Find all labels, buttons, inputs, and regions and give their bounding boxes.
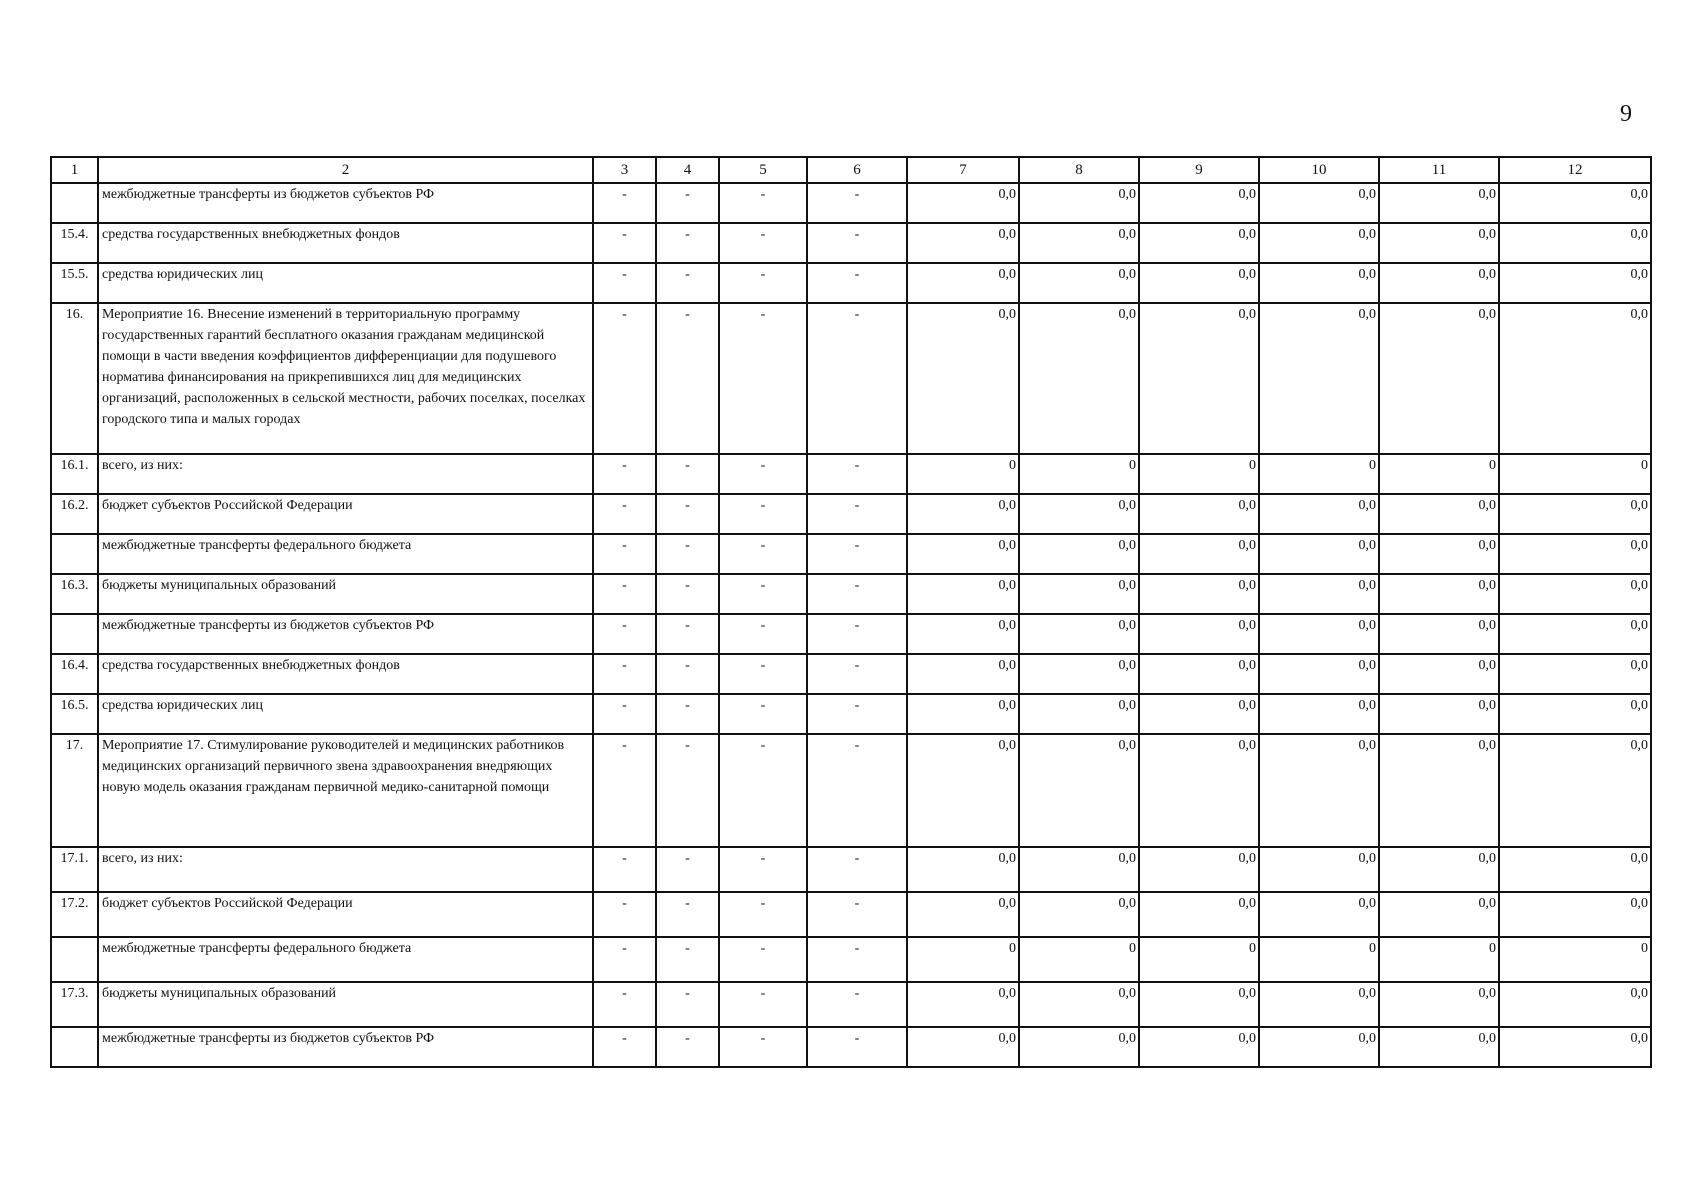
table-row [51,223,1651,263]
col7-value-cell: 0 [907,937,1019,982]
col9-value-cell: 0,0 [1139,734,1259,847]
col12-value-cell: 0,0 [1499,1027,1651,1067]
col10-value-cell: 0,0 [1259,223,1379,263]
col7-value-cell: 0,0 [907,1027,1019,1067]
col7-value-cell: 0,0 [907,183,1019,223]
row-number-cell: 16.1. [51,454,98,494]
row-name-cell: межбюджетные трансферты федерального бюджета [98,937,593,982]
col8-value-cell: 0,0 [1019,303,1139,454]
row-name-cell: бюджеты муниципальных образований [98,574,593,614]
col12-value-cell: 0,0 [1499,982,1651,1027]
row-name-cell: межбюджетные трансферты из бюджетов субъектов РФ [98,1027,593,1067]
col5-cell: - [719,454,807,494]
col6-cell: - [807,982,907,1027]
col5-cell: - [719,303,807,454]
row-name-cell: средства государственных внебюджетных фондов [98,654,593,694]
col3-cell: - [593,734,656,847]
col5-cell: - [719,847,807,892]
col12-value-cell: 0,0 [1499,574,1651,614]
col7-value-cell: 0 [907,454,1019,494]
row-number-cell: 17.2. [51,892,98,937]
table-row [51,183,1651,223]
col6-cell: - [807,223,907,263]
row-name-cell: всего, из них: [98,847,593,892]
col11-value-cell: 0 [1379,937,1499,982]
col7-value-cell: 0,0 [907,982,1019,1027]
col3-cell: - [593,183,656,223]
header-cell: 6 [807,157,907,183]
col11-value-cell: 0,0 [1379,982,1499,1027]
col5-cell: - [719,892,807,937]
col12-value-cell: 0,0 [1499,494,1651,534]
col4-cell: - [656,454,719,494]
col9-value-cell: 0,0 [1139,614,1259,654]
row-number-cell [51,1027,98,1067]
col7-value-cell: 0,0 [907,892,1019,937]
col6-cell: - [807,183,907,223]
col5-cell: - [719,494,807,534]
row-name-cell: бюджеты муниципальных образований [98,982,593,1027]
col6-cell: - [807,654,907,694]
col12-value-cell: 0,0 [1499,263,1651,303]
col8-value-cell: 0,0 [1019,694,1139,734]
col11-value-cell: 0,0 [1379,303,1499,454]
col7-value-cell: 0,0 [907,223,1019,263]
col4-cell: - [656,847,719,892]
col8-value-cell: 0,0 [1019,734,1139,847]
table-row [51,614,1651,654]
row-number-cell: 17.1. [51,847,98,892]
col3-cell: - [593,303,656,454]
col6-cell: - [807,534,907,574]
col9-value-cell: 0,0 [1139,847,1259,892]
col5-cell: - [719,937,807,982]
budget-table-container [50,156,1650,1068]
header-cell: 12 [1499,157,1651,183]
row-number-cell: 16.2. [51,494,98,534]
col3-cell: - [593,534,656,574]
row-name-cell: бюджет субъектов Российской Федерации [98,494,593,534]
col8-value-cell: 0 [1019,937,1139,982]
col9-value-cell: 0,0 [1139,982,1259,1027]
col5-cell: - [719,183,807,223]
row-number-cell: 16. [51,303,98,454]
col5-cell: - [719,982,807,1027]
header-cell: 7 [907,157,1019,183]
col3-cell: - [593,847,656,892]
col4-cell: - [656,982,719,1027]
col4-cell: - [656,1027,719,1067]
col12-value-cell: 0,0 [1499,303,1651,454]
col5-cell: - [719,223,807,263]
col8-value-cell: 0,0 [1019,614,1139,654]
header-cell: 3 [593,157,656,183]
row-number-cell: 16.3. [51,574,98,614]
col3-cell: - [593,694,656,734]
col10-value-cell: 0,0 [1259,982,1379,1027]
col3-cell: - [593,982,656,1027]
row-name-cell: всего, из них: [98,454,593,494]
row-number-cell [51,534,98,574]
col11-value-cell: 0,0 [1379,654,1499,694]
col10-value-cell: 0,0 [1259,734,1379,847]
row-number-cell: 15.4. [51,223,98,263]
col11-value-cell: 0,0 [1379,494,1499,534]
table-row [51,847,1651,892]
header-cell: 1 [51,157,98,183]
col6-cell: - [807,303,907,454]
row-name-cell: межбюджетные трансферты из бюджетов субъектов РФ [98,614,593,654]
col4-cell: - [656,534,719,574]
col11-value-cell: 0,0 [1379,183,1499,223]
col5-cell: - [719,1027,807,1067]
table-row [51,534,1651,574]
col9-value-cell: 0,0 [1139,534,1259,574]
col4-cell: - [656,694,719,734]
col11-value-cell: 0,0 [1379,574,1499,614]
col7-value-cell: 0,0 [907,847,1019,892]
row-name-cell: Мероприятие 17. Стимулирование руководителей и медицинских работников медицинских организаций первичного звена здравоохранения внедряющих новую модель оказания гражданам первичной медико-санитарной помощи [98,734,593,847]
col12-value-cell: 0,0 [1499,847,1651,892]
header-cell: 10 [1259,157,1379,183]
col9-value-cell: 0,0 [1139,892,1259,937]
row-name-cell: средства юридических лиц [98,694,593,734]
col3-cell: - [593,937,656,982]
table-row [51,982,1651,1027]
row-name-cell: средства государственных внебюджетных фондов [98,223,593,263]
col8-value-cell: 0,0 [1019,654,1139,694]
col9-value-cell: 0,0 [1139,654,1259,694]
col4-cell: - [656,574,719,614]
col11-value-cell: 0,0 [1379,892,1499,937]
col8-value-cell: 0,0 [1019,892,1139,937]
col6-cell: - [807,734,907,847]
col12-value-cell: 0,0 [1499,223,1651,263]
page-number: 9 [1620,101,1632,127]
col10-value-cell: 0,0 [1259,892,1379,937]
col6-cell: - [807,1027,907,1067]
row-number-cell: 17. [51,734,98,847]
col9-value-cell: 0,0 [1139,694,1259,734]
col8-value-cell: 0,0 [1019,183,1139,223]
col10-value-cell: 0 [1259,454,1379,494]
col9-value-cell: 0,0 [1139,223,1259,263]
col8-value-cell: 0,0 [1019,982,1139,1027]
col7-value-cell: 0,0 [907,303,1019,454]
col8-value-cell: 0,0 [1019,494,1139,534]
col9-value-cell: 0,0 [1139,303,1259,454]
col11-value-cell: 0,0 [1379,694,1499,734]
col4-cell: - [656,937,719,982]
col12-value-cell: 0,0 [1499,654,1651,694]
col3-cell: - [593,614,656,654]
col10-value-cell: 0 [1259,937,1379,982]
col3-cell: - [593,654,656,694]
row-number-cell [51,183,98,223]
col6-cell: - [807,263,907,303]
col8-value-cell: 0,0 [1019,574,1139,614]
col6-cell: - [807,454,907,494]
col6-cell: - [807,847,907,892]
col7-value-cell: 0,0 [907,534,1019,574]
row-number-cell: 16.5. [51,694,98,734]
col6-cell: - [807,574,907,614]
col5-cell: - [719,694,807,734]
col8-value-cell: 0,0 [1019,263,1139,303]
table-row [51,494,1651,534]
header-cell: 5 [719,157,807,183]
col8-value-cell: 0,0 [1019,1027,1139,1067]
col4-cell: - [656,614,719,654]
col3-cell: - [593,263,656,303]
col7-value-cell: 0,0 [907,654,1019,694]
col8-value-cell: 0,0 [1019,847,1139,892]
col3-cell: - [593,494,656,534]
col4-cell: - [656,303,719,454]
col10-value-cell: 0,0 [1259,614,1379,654]
col9-value-cell: 0,0 [1139,263,1259,303]
row-number-cell: 15.5. [51,263,98,303]
header-cell: 8 [1019,157,1139,183]
col3-cell: - [593,892,656,937]
col10-value-cell: 0,0 [1259,183,1379,223]
col12-value-cell: 0 [1499,937,1651,982]
col4-cell: - [656,494,719,534]
row-name-cell: межбюджетные трансферты федерального бюджета [98,534,593,574]
col10-value-cell: 0,0 [1259,494,1379,534]
table-row [51,734,1651,847]
header-cell: 2 [98,157,593,183]
table-row [51,892,1651,937]
header-cell: 4 [656,157,719,183]
col4-cell: - [656,223,719,263]
col7-value-cell: 0,0 [907,694,1019,734]
table-row [51,937,1651,982]
col4-cell: - [656,183,719,223]
table-body [51,183,1651,1067]
row-name-cell: Мероприятие 16. Внесение изменений в территориальную программу государственных гарантий бесплатного оказания гражданам медицинской помощи в части введения коэффициентов дифференциации для подушевого норматива финансирования на прикрепившихся лиц для медицинских организаций, расположенных в сельской местности, рабочих поселках, поселках городского типа и малых городах [98,303,593,454]
row-number-cell: 16.4. [51,654,98,694]
col5-cell: - [719,263,807,303]
col5-cell: - [719,574,807,614]
col5-cell: - [719,734,807,847]
col7-value-cell: 0,0 [907,734,1019,847]
col10-value-cell: 0,0 [1259,574,1379,614]
table-row [51,654,1651,694]
col10-value-cell: 0,0 [1259,847,1379,892]
table-row [51,263,1651,303]
col7-value-cell: 0,0 [907,263,1019,303]
row-number-cell [51,614,98,654]
col11-value-cell: 0,0 [1379,847,1499,892]
col5-cell: - [719,654,807,694]
budget-table [50,156,1652,1068]
col10-value-cell: 0,0 [1259,534,1379,574]
col12-value-cell: 0 [1499,454,1651,494]
col5-cell: - [719,614,807,654]
col5-cell: - [719,534,807,574]
col9-value-cell: 0,0 [1139,574,1259,614]
col9-value-cell: 0 [1139,937,1259,982]
row-name-cell: бюджет субъектов Российской Федерации [98,892,593,937]
col10-value-cell: 0,0 [1259,303,1379,454]
col11-value-cell: 0,0 [1379,534,1499,574]
col10-value-cell: 0,0 [1259,694,1379,734]
col12-value-cell: 0,0 [1499,614,1651,654]
col8-value-cell: 0,0 [1019,534,1139,574]
header-row [51,157,1651,183]
row-name-cell: средства юридических лиц [98,263,593,303]
header-cell: 9 [1139,157,1259,183]
col3-cell: - [593,454,656,494]
col7-value-cell: 0,0 [907,494,1019,534]
table-row [51,1027,1651,1067]
col12-value-cell: 0,0 [1499,694,1651,734]
col4-cell: - [656,654,719,694]
row-number-cell: 17.3. [51,982,98,1027]
col3-cell: - [593,223,656,263]
col12-value-cell: 0,0 [1499,734,1651,847]
col9-value-cell: 0,0 [1139,1027,1259,1067]
col6-cell: - [807,937,907,982]
col4-cell: - [656,892,719,937]
col6-cell: - [807,614,907,654]
header-cell: 11 [1379,157,1499,183]
table-row [51,454,1651,494]
col4-cell: - [656,734,719,847]
table-row [51,694,1651,734]
col8-value-cell: 0 [1019,454,1139,494]
col9-value-cell: 0,0 [1139,494,1259,534]
col11-value-cell: 0,0 [1379,263,1499,303]
col10-value-cell: 0,0 [1259,1027,1379,1067]
col6-cell: - [807,892,907,937]
col3-cell: - [593,1027,656,1067]
table-row [51,574,1651,614]
col7-value-cell: 0,0 [907,614,1019,654]
col11-value-cell: 0,0 [1379,734,1499,847]
col6-cell: - [807,494,907,534]
col8-value-cell: 0,0 [1019,223,1139,263]
row-name-cell: межбюджетные трансферты из бюджетов субъектов РФ [98,183,593,223]
col10-value-cell: 0,0 [1259,263,1379,303]
col12-value-cell: 0,0 [1499,183,1651,223]
col11-value-cell: 0,0 [1379,223,1499,263]
col10-value-cell: 0,0 [1259,654,1379,694]
col7-value-cell: 0,0 [907,574,1019,614]
col3-cell: - [593,574,656,614]
row-number-cell [51,937,98,982]
col11-value-cell: 0,0 [1379,1027,1499,1067]
col9-value-cell: 0 [1139,454,1259,494]
col11-value-cell: 0 [1379,454,1499,494]
col11-value-cell: 0,0 [1379,614,1499,654]
col4-cell: - [656,263,719,303]
col9-value-cell: 0,0 [1139,183,1259,223]
table-row [51,303,1651,454]
col6-cell: - [807,694,907,734]
col12-value-cell: 0,0 [1499,892,1651,937]
col12-value-cell: 0,0 [1499,534,1651,574]
